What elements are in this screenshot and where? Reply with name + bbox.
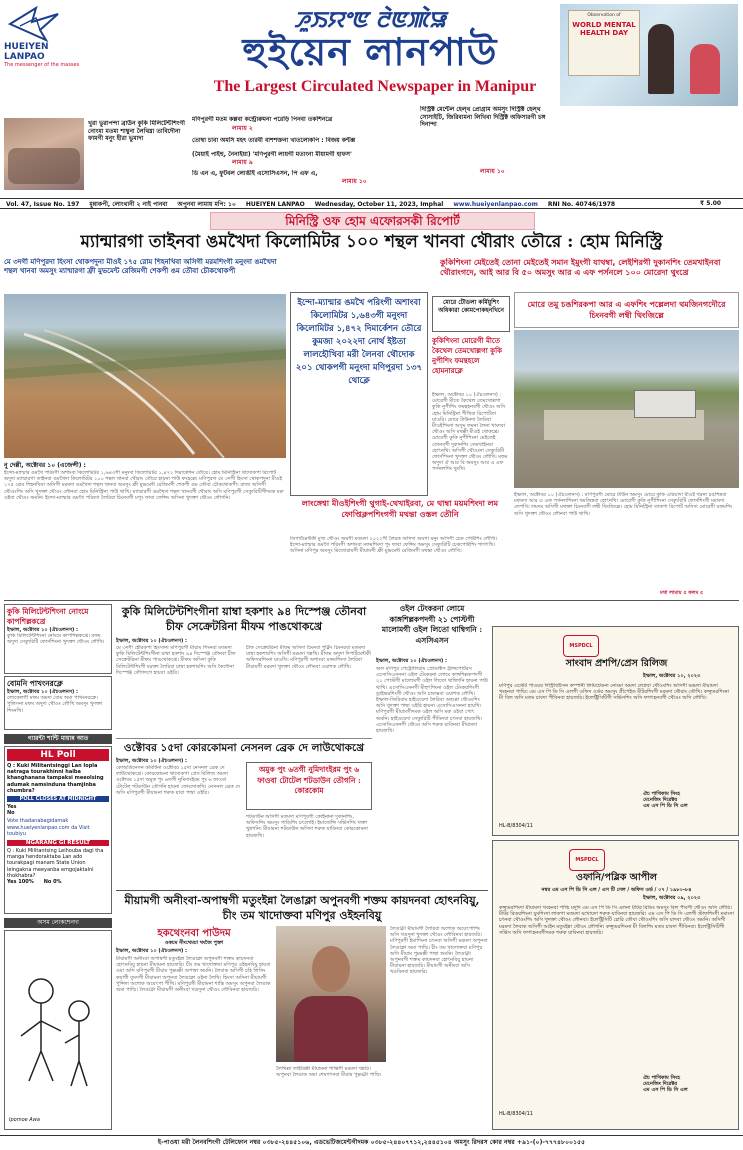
moreh-road-photo [514, 330, 739, 488]
bomb-title[interactable]: বোমনি পাখংনরক্লে [7, 679, 63, 688]
notice-appeal-date: ইম্ফাল, অক্টোবর ০৯, ২০২৩ [643, 895, 701, 901]
page-count: অপুনবা লামায় মপি: ১০ [177, 201, 236, 208]
lead-band[interactable] [290, 498, 510, 532]
mspdcl-logo-2: MSPDCL [569, 849, 605, 871]
notice-appeal-signer-title: মেনেজিং দিরেক্টর [643, 1081, 678, 1088]
hl-poll [4, 746, 112, 914]
center-ref-3[interactable]: লামায় ১০ [342, 178, 367, 185]
poll-option-yes[interactable]: Yes [7, 804, 17, 811]
cartoon-header: অসম লোকশেনদা [4, 918, 112, 928]
result-question: Q : Kuki Militantsing Leihouba dagi tha manga hendoraktaba Lan ado tourakpagi manam State Union leingakna meeyanba emgojaktalni thokhabra? [7, 848, 104, 879]
logo-tagline: The messenger of the masses [4, 62, 80, 68]
script-title: ꯍꯨꯏꯌꯦꯟ ꯂꯥꯟꯄꯥꯎ [294, 8, 446, 33]
kuki-body-1: মে ৩দগী হৌরকপা হিংসানা মণিপুরগী মীয়াম শিংনবা মতমদা কুকি মিলিটেন্টশিংগীনা য়াম্বা হকশাং ৯৪ দিস্পেঞ্জ তৌনবা চীফ সেক্রেটরিনা মীফম পাঙথোকখ্রে। মীফম অসিদা কুকি মিলিটেন্টশিংগী মরক্তা লৈরিবা য়াম্বা হকশাংশিং অসি কৈদৌনা দিস্পেঞ্জ তৌগদগে হায়বা ওইরি। [116, 645, 236, 676]
paper-name: HUEIYEN LANPAO [245, 201, 305, 208]
shutdown-box [246, 762, 372, 810]
bottom-headline[interactable]: মীয়ামগী অনীংবা-অপাম্বগী মতুংইন্না লৈঙাক্লা অপুনবগী শক্তম কায়দনবা হোৎনবিয়ু, চীং তম খাদোক্তবা মণিপুর ওইহনবিয়ু [124, 894, 480, 922]
result-no: No 0% [43, 879, 62, 886]
poll-title: HL Poll [7, 749, 109, 761]
center-promo [192, 116, 414, 196]
poll-question: Q : Kuki Militantsinggi Lan Iopla natraga tourakhinni haiba khanghanana tampaksi meeolsing adumak namsinduna thamjinba chumbra? [7, 763, 104, 794]
poll-vote-link[interactable]: Vote thadanabagidamak www.hueiyenlanpao.com da Visit toubiyu [7, 818, 90, 837]
traders-box [432, 296, 510, 332]
oil-dateline: ইম্ফাল, অক্টোবর ১০ (ঐচওলনস) : [376, 658, 448, 664]
notice-press-signer-org: এম এস পি ডি সি এল [643, 803, 688, 810]
wmhd-title: WORLD MENTAL HEALTH DAY [572, 21, 636, 37]
wmhd-banner [568, 10, 640, 76]
date-en: Wednesday, October 11, 2023, Imphal [314, 201, 444, 208]
rule-top [4, 600, 739, 601]
right-promo-text: দিস্ট্রিক্ট মেন্টেল হেল্থ প্রোগ্রাম অমসুং দিস্ট্রিক্ট হেল্থ সোসাইটি, জিরিবামনা লিখিবা দিস্ট্রিক্ট অফিসারগী চঙ্গ দিনান্দা [420, 106, 546, 128]
lead-headline[interactable]: ম্যান্মারগা তাইনবা ঙমখৈদা কিলোমিটর ১০০ শন্থল খানবা থৌরাং তৌরে : হোম মিনিস্ট্রি [80, 232, 663, 252]
bottom-dateline: ইম্ফাল, অক্টোবর ১০ (ঐচওলনস) : [116, 948, 188, 954]
notice-appeal-signer: ঐচ পাখিকাম সিংহ [643, 1075, 680, 1081]
lead-kicker: মিনিস্ট্রি ওফ হোম এফোরসকী রিপোর্ট [210, 212, 535, 230]
center-item-1[interactable]: মণিপুরগী মতম কল্লবা কন্ট্রোরুমনা পরেড়ি পিনবা তকশিনখ্রে [192, 116, 333, 123]
fact-box-text: ইন্দো-ম্যান্মার ঙমখৈ পরিংগী অশাংবা কিলোমিটর ১,৬৪৩গী মনুংদা কিলোমিটর ১,৪৭২ দিমার্কেশন তৌরে কুমজা ২০২২দা নোর্থ ইষ্টতা লালহৌখিবা মরী লৈনবা থৌদোক ২০১ থোকপগী মনুংদা মণিপুরদা ১৩৭ থোক্লে [295, 298, 423, 386]
result-head: NGARANG GI RESULT [7, 840, 109, 846]
wmhd-obs: Observation of [587, 13, 621, 18]
lead-dateline: নু দেল্লী, অক্টোবর ১০ (এজেন্সী) : [4, 462, 86, 469]
notice-press-signer: ঐচ পাখিকাম সিংহ [643, 791, 680, 797]
bottom-sub: হকথেংনবা পাউদম [157, 928, 231, 939]
moreh-photo-caption: মোরে তমু চঙশিরকপা আর এ এফশিং পল্লেলদা থমজিনগদৌরে চিংনবগী লম্বী থিংজিল্লে [514, 292, 739, 328]
bottom-byline: ওকচম নীংথেমচা থংজৈ পুক্তা [164, 940, 224, 946]
footer-bar: ই-পাওযা মরী লৈনবশিংগী টেলিফোন নম্বর ০৩৮৫-২৪৪৫১০৬, এডভেটিজমেন্টগীদমক ০৩৮৫-২৪৪০৭৭১২,২৪৪৫১০৪ অমসুং রিদরস কোর নম্বর +৯১-(০)-৭৭৭৪৮০০১৫৫ [0, 1135, 743, 1150]
masthead-title: হুইয়েন লানপাউ [242, 29, 498, 74]
notice-press-title[interactable]: সাংবাদ প্রশপি/প্রেস রিলিজ [565, 658, 668, 669]
right-promo-ref[interactable]: লামায় ১০ [480, 168, 505, 175]
center-item-3[interactable]: (মৈয়াই পাইহু, নৈনাইয়া) 'মণিপুরগী লায়গী মতাংনা মীয়ামগী হাফস' [192, 150, 352, 158]
rule-bottom [116, 890, 488, 891]
notice-press-date: ইম্ফাল, অক্টোবর ১০, ২০২৩ [643, 673, 701, 679]
lead-body-mid: ডিপার্টমেন্টকী মুখ্য থৌওং অমগী মতমদা ২০২২গী লৈরক অসিদা অমগা মনুং অসিগী চেক পোষ্টশিং লৌখি। ইন্দো-ম্যান্মার ঙমখৈ পরিংগী অশাংবা মফমশিংদা পুং ফাবা ফেন্সিং অমসুং সেক্যুরিটি চেকপোষ্টশিং শাগৎখি। অসিনা মণিপুর অমসুং মিজোরামগী মীয়ামগী ফ্রী মুভমেন্ট রেজিমগী মথন্তা থৌওং লৌখি। [290, 536, 497, 555]
result-yes: Yes 100% [7, 879, 34, 886]
lead-body-right: ইম্ফাল, অক্টোবর ১০ (ঐচওলনস) : মণিপুরগী মোরে টাউন অমসুং মোরে কুকি এরিয়াদা মীওই খরনা চঙশিন্নবা মফমদা আর এ এফ পর্সনলশিংনা থমজিন্নবা হোৎনখি। মোরেগী কুকি নুপীশিংনা সেক্যুরিটি ফোর্সশিংগী মমাংদা লেপখি। লমদম অসিগী মথক্তা চিংনবগী লম্বী থিংজিল্লে। হোম মিনিস্ট্রিনা তাকপা রিপোর্ট অসিদা মোরেগী মফমশিং অসি খুদক্তা থৌওং লৌনবা পাউ থাখি। [514, 492, 733, 517]
bomb-body: লোকেলগী মফম অমদা বোম অমা পাখংনরক্লে। পুলিসনা মফম অদুদা থৌওং লৌখি অমসুং খুদক্তা শিংনখি। [7, 695, 103, 714]
fence-lines-icon [4, 294, 286, 458]
kuki-notice-body: কুকি মিলিটেন্টশিংনা নোংমে কাপশিল্লকখ্রে। মফম অদুদা সেক্যুরিটি ফোর্সশিংনা খুদক্তা থৌওং লৌখি। [7, 633, 105, 646]
date-local: মুন্নাকপী, লোংথানী ২ নাই পানবা [89, 201, 168, 208]
korkom-body-2: শটডাউন অসিগী মতমদা মণিপুরগী কোইনানা দুকানশিং, অফিসশিং অমসুং গাড়িশিং চৎলোই। ইমার্জেন্সি সর্ভিসশিং খক্তা খুন্নগনি। মীয়ামনা শটডাউন অসিদা শরুক য়াবিনবা কোরকোমনা হায়জখি। [246, 814, 368, 839]
kuki-notice-dateline: ইম্ফাল, অক্টোবর ১০ (ঐচওলনস) : [7, 627, 79, 633]
audience-figure [690, 44, 720, 94]
notice-appeal-sign [643, 1075, 733, 1094]
crane-logo-icon [6, 4, 64, 44]
kuki-women-body: ইম্ফাল, অক্টোবর ১০ (ঐচওলনস) : মোরেগী মীতে কৈথেল তেমখোল্লগা কুকি নুপীশিং ফমন্থহনবগী থৌওং অসি হোম মিনিষ্ট্রিনা পীখিবা রিপোর্টতা য়াওরি। মোরে টাউনদা লৈরিবা মীওইশিংনা অসুম ফমনা লৈনা খাংদবা থৌওং অসি মথক্কী মীওই থোকখ্রে। মোরেগী কুকি নুপীশিংনা মেইতেই তোনবগী দুকানশিং তেমখাইনবা হোৎনখি। অসিগী থৌওংদা সেক্যুরিটি ফোর্সশিংনা খুদক্তা থৌওং লৌখি। মফম অদুদা ঐ আর বি অমসুং আর এ এফ পর্সনলশিং থুংখি। [432, 392, 508, 473]
korkom-body-1: কোঅর্ডিনেসন কমিটিনা ওক্টোবর ১৫দা নেসনল ব্রেক দে লাউথোকখ্রে। কোরকোমনা থাদোকপা প্রেস রিলিজ অমদা ওক্টোবর ১৫দা অমুক পুং ৬তগী নুমিদাংইরম পুং ৬ ফাওবা টোটেল শটডাউন তৌগনি হায়না ফোংদোকখি। নেসনল ব্রেক দে অসি মণিপুরগী মীয়ামনা শরুক য়াবা পাম্বা ওইরি। [116, 765, 240, 796]
bomb-dateline: ইম্ফাল, অক্টোবর ১০ (ঐচওলনস) : [7, 689, 79, 695]
cartoon-box [4, 930, 112, 1130]
oil-headline[interactable]: ওইল টেংকরনা লোমে কাঙ্গশিল্লকপদগী ২১ পোস্টগী মালোমগী ওইল লিতো থাম্বিগনি : এসসিএসন [381, 604, 483, 645]
lead-continue[interactable]: মথা লামায় ৫ কলম ৫ [660, 590, 704, 596]
kuki-notice-box [4, 604, 112, 674]
notice-appeal-ref: নম্বর এম এস পি ডি সি এল / এস টি সেল / অফিস ওর্ড / ০৭ / ১৯৮০-৮৪ [541, 887, 692, 893]
result-values [7, 879, 109, 885]
center-item-2[interactable]: তোম্বা চাবা অমসি মহৎ তারবী বাশশক্তনা খাতলোকপি : বিজয় কন্টক্স [192, 136, 356, 144]
center-item-4[interactable]: ডি এন এ, ফুটবল লোঙীই এসোসিএসন, পি এফ এ, [192, 170, 318, 177]
bottom-body-3: লৈথিল্লা লাইরিক্কী মীয়ামনা শান্তিগী মরমদা খন্নরি। অপুনবা লৈঙাক অমা শেমগৎনবা মীয়াম পুম্নমক্না পাম্মি। [276, 1066, 382, 1079]
price: ₹ 5.00 [700, 200, 722, 207]
kuki-notice-title[interactable]: কুকি মিলিটেন্টশিংনা নোংমে কাপশিল্লকখ্রে [7, 607, 89, 626]
info-bar [0, 198, 743, 209]
mspdcl-logo-1: MSPDCL [563, 635, 599, 657]
korkom-dateline: ইম্ফাল, অক্টোবর ১০ (ঐচওলনস) : [116, 758, 188, 764]
notice-press-code: HL-B/8304/11 [499, 823, 533, 829]
bottom-body-1: মীয়ামগী অনীংবা অপাম্বগী মতুংইন্না লৈঙাক্লা অপুনবগী শক্তম কায়দনবা হোৎনবিয়ু হায়না মীয়ামনা হায়জরি। চীং তম খাদোক্তবা মণিপুর ওইহনবিয়ু হায়বা ওয়া অসি মণিপুরগী মীয়াম পুম্নমক্কী অপাম্বা অমনি। লৈবাক অসিগী চহি লিসিং কয়াগী তুংদগী মীয়ামনা অপুনবা লৈঙাক্লা ওইনা লৈখি। হিংসা অসিনা মীয়ামগী পুন্সিদা অশোক অয়েৎপা পীখি। মণিপুরগী মীয়ামনা শান্তি অমসুং অপুনবা লৈঙাক অমা পাম্মি। লৈঙাক্না মীয়ামগী অনীংবা খঙদুনা থৌওং লৌবিনবা হায়জরি। [116, 956, 271, 994]
notice-appeal-signer-org: এম এস পি ডি সি এল [643, 1087, 688, 1094]
poll-closes: POLL CLOSES AT MIDNIGHT [7, 796, 109, 802]
notice-appeal-body: কন্স্যুমরশিংদা মীয়ামদা খংহনবা পাম্মি মদুদি এম এস পি ডি সি এলনা মীটর রিডিং অমসুং বিল পীবগী থৌওং অসি লৌরি। মীটর রিডরশিংনা য়ুমশিংদা লাকপা মতমদা মখোয়দা শরুক য়াবিনবা হায়জরি। এম এস পি ডি সি এলগী স্টাফশিংগী মমাংদা চৎনবা থৌওংশিং অসি খুদক্তা থৌওং লৌনবা। ইলেক্ট্রিসিটি চোরি তৌবা থৌওংশিং অসি য়াদবা থৌওং অমনি। অসিগী মরমদা লৈবাক অসিগী আইন মতুংইন্না থৌওং লৌগনি। কন্স্যুমরশিংনা মী বিলশিং মতম চাবদা পীবিনবা। ইলেক্ট্রিসিটিগী সর্ভিস অসি ফগৎহনবগীদমক শরুক য়াবিনবা হায়জরি। [499, 905, 734, 936]
shutdown-text[interactable]: অমুক পুং ৬তগী নুমিদাংইরম পুং ৬ ফাওবা টোটেল শটডাউন তৌগনি : কোরকোম [257, 765, 361, 795]
notice-press-body: মণিপুর এস্টেট পাওয়র দিস্ট্রিবিউসন কম্পানী লিমিটেডনা নোংমা অমদা লেপ্লবা থৌওংশিং অসিগী মরমদা মীয়ামদা খংহনবা পাম্মি। এম এস পি ডি সি এলগী ওফিস ওর্ডর অমসুং প্রীপেইড মীটরশিংগী মরমদা থৌরাং তৌখি। কন্স্যুমরশিংনা মী বিল অসি মতম চাবদা পীবিনবা হায়জরি। ইলেক্ট্রিসিটিগী সর্ভিসশিং অসি ফগৎহনবগী থৌওং অসি লৌখি। [499, 683, 730, 702]
website-link[interactable]: www.hueiyenlanpao.com [453, 201, 538, 208]
lead-body-left: ইন্দো-ম্যান্মার ঙমখৈ পরিংগী অশাংবা কিলোমিটর ১,৬৪৩গী মনুংদা কিলোমিটর ১,৪৭২ দিমার্কেশন তৌরে। হোম মিনিস্ট্রিনা থাদোকপা রিপোর্ট অদুদা ম্যান্মারগা তাইনবা ঙমখৈদা কিলোমিটর ১০০ শন্থল খানবা থৌরাং তৌরে হায়না পাউ ফংহল্লে। মণিপুরদা মে ৩দগী হিংসা থোকপদুনা মীওই ১৭৫ রোম শিহনখিবা অসিগী মরমদা ঙমখৈদা শন্থল খানবা অমসুং ফ্রী মুভমেন্ট রেজিমগী শেকপী ঙম তৌবা চৌকথোকপী। রাজ্য অসিগী থৌওংশিং অসি খুদক্তা থৌওং লৌনবা হোম মিনিস্ট্রিনা পাউ থাখি। ম্যান্মারগী ঙমখৈদা শন্থল খানবগী থৌরাং অসি মণিপুরগী সেক্যুরিটিগীদমক মরু ওইবা থৌওং অমনি। ইন্দো-ম্যান্মার ঙমখৈ পরিংদা লৈরিবা চিংনবগী মপুং ফাবা ফেন্সিং অসিনা খুদক্তা থৌওং লৌগনি। [4, 470, 284, 501]
woman-portrait-photo [276, 926, 386, 1062]
center-ref-2[interactable]: লামায় ৯ [232, 158, 253, 166]
notice-appeal-title[interactable]: ওফানি/পব্লিক আপীল [575, 872, 658, 883]
poll-header: গ্যারন্টা শান্টি মায়ান্ন আত [4, 734, 112, 744]
masthead-subtitle: The Largest Circulated Newspaper in Manipur [213, 78, 537, 95]
cartoon-caption: Ipomoe Awa [9, 1117, 40, 1123]
korkom-headline[interactable]: ওক্টোবর ১৫দা কোরকোমনা নেসনল ব্রেক দে লাউথোকখ্রে [116, 738, 372, 755]
kuki-headline[interactable]: কুকি মিলিটেন্টশিংগীনা য়াম্বা হকশাং ৯৪ দিস্পেঞ্জ তৌনবা চীফ সেক্রেটরিনা মীফম পাঙথোকখ্রে [121, 605, 367, 633]
traders-box-text: মোরে টৌডলা কর্মিয়ুশিং অধিকারা কোমপোকহনখিনে [438, 299, 504, 314]
logo-text: HUEIYEN LANPAO [4, 42, 49, 62]
poll-option-no[interactable]: No [7, 810, 15, 817]
bottom-body-2: লৈঙাক্না মীয়ামগী লৈরিবা অশোক অয়েৎপাশিং অসি খঙদুনা খুদক্তা থৌওং লৌবিনবা হায়জরি। মণিপুরগী ইমাশিংনা চৎনবা অসিগী মরমদা অপুনবা লৈঙাক্লা অমা পাম্মি। চীং তম খাদোক্তবা মণিপুর অসি মীয়াম পুম্নমক্কী পাম্বা অমনি। লৈঙাক্না অপুনবগী শক্তম কায়দনবা হোৎনবিয়ু হায়না মীয়ামনা হায়জরি। মীয়ামগী অনীংবা অসি খঙবিনবা হায়জরি। [390, 926, 488, 976]
speaker-figure [648, 24, 674, 94]
lead-sub-left: মে ৩দগী মণিপুরদা হিংসা থোকপদুনা মীওই ১৭৫ রোম শিহনখিবা অসিগী মরমশিংগী মনুংদা ঙমখৈদা শন্থল খানবা অমসুং ম্যান্মারগা ফ্রী মুভমেন্ট রেজিমগী শেকপী ঙম তৌবা চৌকথোকপী [4, 258, 277, 275]
rni-number: RNI No. 40746/1978 [547, 201, 616, 208]
cartoon-figure-icon [11, 951, 107, 1101]
kuki-dateline: ইম্ফাল, অক্টোবর ১০ (ঐচওলনস) : [116, 638, 188, 644]
masthead [0, 0, 743, 112]
center-ref-1[interactable]: লামায় ২ [232, 125, 253, 132]
kuki-body-2: চীফ সেক্রেটরিনা মীফম অসিদা চিংনবা পুক্নিং চিংনরবা মতমদা য়াম্বা হকশাংশিং অসিগী মরমদা খন্নখি। মীফম অদুদা দিপার্টমেন্টকী অফিসরশিংনা য়াওখি। মণিপুরগী অশাংবা মফমশিংদা লৈরিবা মীয়ামগী মরমদা খুদক্তা থৌওং লৌনবা ওয়াশক লৌখি। [246, 645, 371, 670]
kuki-women-head[interactable]: কুকিশিংনা মোরেগী মীতে কৈথেল তেমখোল্লগা কুকি নুপীশিং ফমন্থহলে হোমনারক্লে [432, 336, 502, 375]
notice-press [492, 626, 739, 836]
promo-photo-left [4, 118, 84, 190]
lead-sub-right: কুকিশিংনা মেইতেই তোনা মেইতেই সমান ইমুংগী যাথম্বা, লেইশিরগী দুকানশিং তেমখাইনবা থৌরাংগদে, আই আর বি ৫০ অমসুং আর এ এফ পর্সনলে ১০০ মোরেদা থুংখ্রে [440, 258, 721, 277]
left-promo-text: খুরা ভুরাপন্দা ব্রাউন কুকি মিলিটেন্টশিংগী নোংমা মতমা শাম্বুনা লৈথিম্না তাবিদৌনা ফামগী মনুং হীরা ভুমাদা [88, 120, 185, 142]
border-fence-photo [4, 294, 286, 458]
oil-body: অল মণিপুর পেট্রোলিয়াম প্রোডাক্টস ট্রান্সপোর্টরস এসোসিএসননা ওইল টেংকরনা লোমে কাঙ্গশিল্লকপদগী ২১ পোস্টগী মালোমগী ওইল লিতো থাম্বিগনি হায়না পাউ থাখি। এসোসিএসনগী মীহুৎশিংনা ওইল টেংকরশিংগী ড্রাইভরশিংগী থৌওং অসি চাংদম্নবা ওয়াশক লৌখি। ইম্ফাল-জিরিবাম হাইওয়েদা লৈরিবা অশুপ্পা থৌওংশিং অসি খুদক্তা পাম্বা ওইরি হায়না এসোসিএসননা হায়খি। মণিপুরগী মীয়ামগীদমক ওইল অসি মরু ওইবা পোৎ অমনি। হাইওয়েদা সেক্যুরিটি পীবিনবা চৎনবা হায়জখি। এসোসিএসনগী থৌওং অসি শরুক য়াবিনবা মীয়ামদা হায়জখি। [376, 666, 488, 735]
bomb-box [4, 676, 112, 730]
notice-press-signer-title: মেনেজিং দিরেক্টর [643, 797, 678, 804]
vol-issue: Vol. 47, Issue No. 197 [6, 201, 80, 208]
notice-press-sign [643, 791, 733, 810]
lead-band-text: লাংঙ্গেশ্বা মীওইশিংগী থুগাই-থেখাইরবা, মে থাম্বা ময়মশিংদা লম ফোপ্তিক্লপশিংগগী মথন্তা ওস্তল তৌনি [301, 498, 499, 519]
wmhd-photo [560, 4, 738, 106]
fact-box [290, 292, 428, 496]
notice-appeal [492, 840, 739, 1130]
notice-appeal-code: HL-B/8304/11 [499, 1111, 533, 1117]
